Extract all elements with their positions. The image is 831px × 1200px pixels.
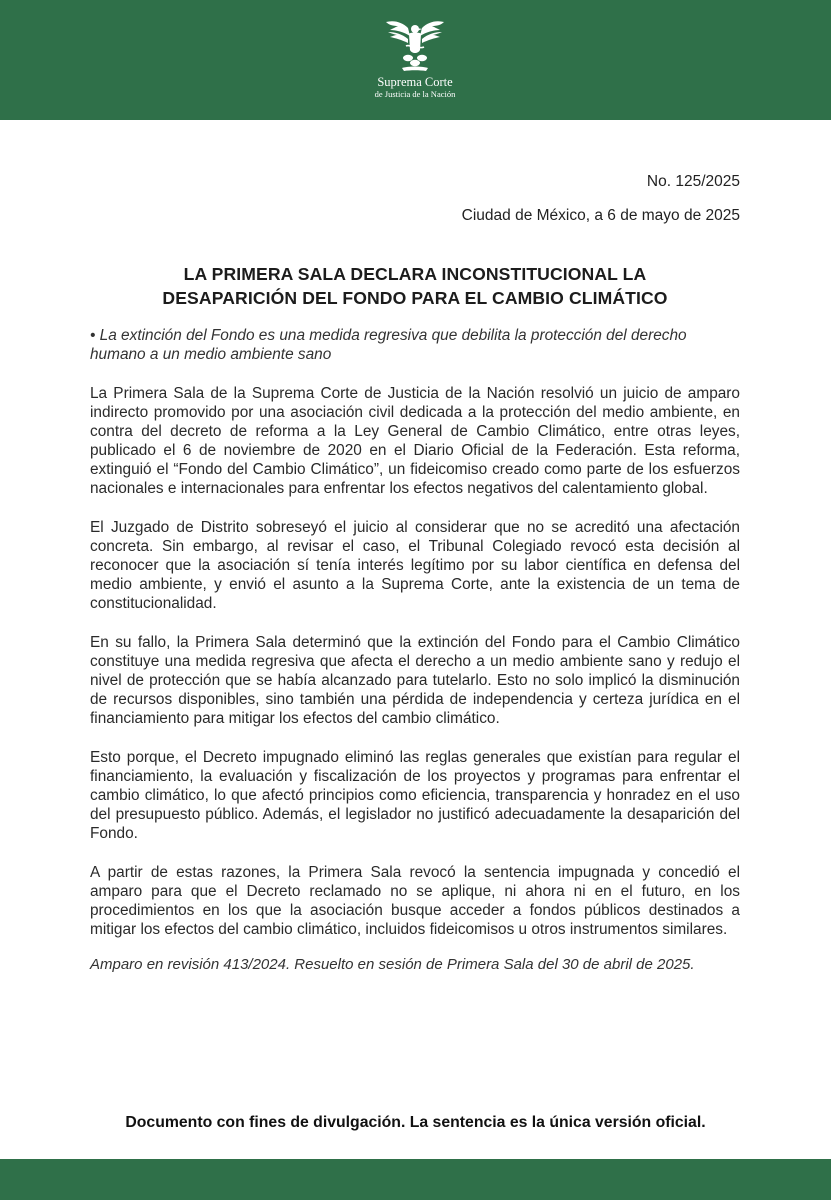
paragraph-5: A partir de estas razones, la Primera Sala revocó la sentencia impugnada y concedió el amparo para que el Decreto reclamado no se aplique, ni ahora ni en el futuro, en los procedimientos en los que la asociación busque acceder a fondos públicos destinados a mitigar los efectos del cambio climático, incluidos fideicomisos u otros instrumentos similares. [90, 864, 740, 938]
paragraph-2: El Juzgado de Distrito sobreseyó el juicio al considerar que no se acreditó una afectación concreta. Sin embargo, al revisar el caso, el Tribunal Colegiado revocó esta decisión al reconocer que la asociación sí tenía interés legítimo por su labor científica en defensa del medio ambiente, y envió el asunto a la Suprema Corte, ante la existencia de un tema de constitucionalidad. [90, 519, 740, 612]
disclaimer: Documento con fines de divulgación. La sentencia es la única versión oficial. [125, 1114, 706, 1131]
logo-title: Suprema Corte [377, 75, 453, 89]
release-number: No. 125/2025 [646, 173, 740, 190]
title-line-1: LA PRIMERA SALA DECLARA INCONSTITUCIONAL LA [183, 264, 647, 284]
footer-banner [0, 1159, 831, 1200]
case-citation: Amparo en revisión 413/2024. Resuelto en sesión de Primera Sala del 30 de abril de 2025. [90, 956, 695, 973]
eagle-seal-icon [384, 16, 446, 74]
paragraph-3: En su fallo, la Primera Sala determinó que la extinción del Fondo para el Cambio Climático constituye una medida regresiva que afecta el derecho a un medio ambiente sano y redujo el nivel de protección que se había alcanzado para tutelarlo. Esto no solo implicó la disminución de recursos disponibles, sino también una pérdida de independencia y certeza jurídica en el financiamiento para mitigar los efectos del cambio climático. [90, 634, 740, 727]
paragraph-4: Esto porque, el Decreto impugnado eliminó las reglas generales que existían para regular el financiamiento, la evaluación y fiscalización de los proyectos y programas para enfrentar el cambio climático, lo que afectó principios como eficiencia, transparencia y honradez en el uso del presupuesto público. Además, el legislador no justificó adecuadamente la desaparición del Fondo. [90, 749, 740, 842]
release-title [90, 262, 740, 310]
paragraph-1: La Primera Sala de la Suprema Corte de Justicia de la Nación resolvió un juicio de amparo indirecto promovido por una asociación civil dedicada a la protección del medio ambiente, en contra del decreto de reforma a la Ley General de Cambio Climático, entre otras leyes, publicado el 6 de noviembre de 2020 en el Diario Oficial de la Federación. Esta reforma, extinguió el “Fondo del Cambio Climático”, un fideicomiso creado como parte de los esfuerzos nacionales e internacionales para enfrentar los efectos negativos del calentamiento global. [90, 385, 740, 497]
scjn-logo [365, 16, 465, 106]
press-release-body [90, 170, 740, 974]
logo-subtitle: de Justicia de la Nación [374, 89, 456, 99]
header-banner [0, 0, 831, 120]
title-line-2: DESAPARICIÓN DEL FONDO PARA EL CAMBIO CLIMÁTICO [162, 288, 668, 308]
release-date: Ciudad de México, a 6 de mayo de 2025 [461, 207, 740, 224]
summary-bullet: • La extinción del Fondo es una medida regresiva que debilita la protección del derecho humano a un medio ambiente sano [90, 327, 687, 363]
